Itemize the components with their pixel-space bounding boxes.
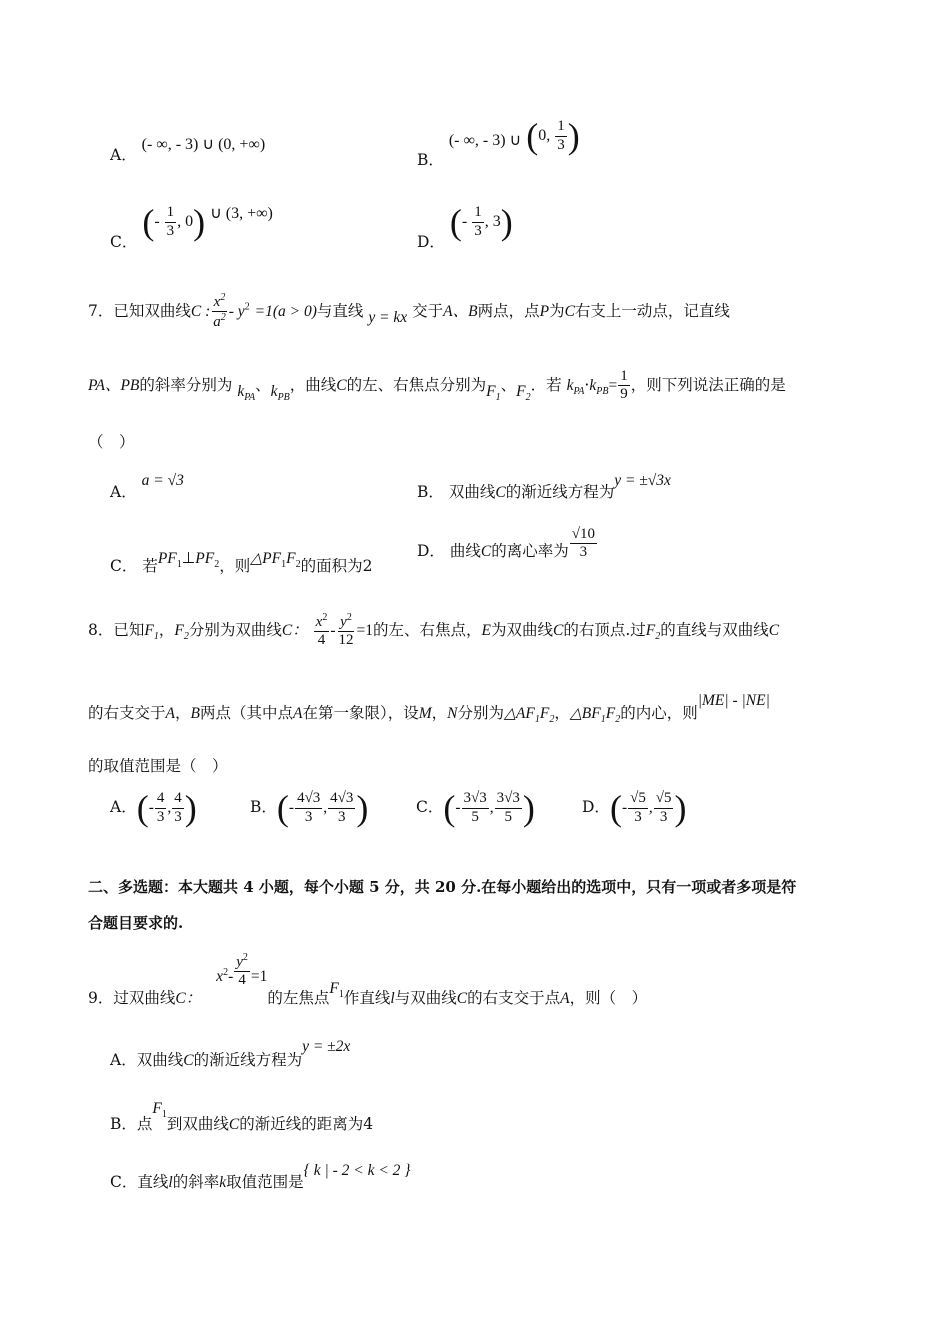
option-value: (- ∞, - 3) ∪ (0, +∞): [141, 136, 266, 153]
section-heading: 二、多选题：本大题共 4 小题，每个小题 5 分，共 20 分.在每小题给出的选项中，只有一项或者多项是符: [88, 878, 797, 896]
option-suffix: ∪ (3, +∞): [210, 205, 273, 222]
fraction-y2-4: $\frac{y^2}{4}$: [236, 952, 248, 989]
paren-left: (: [449, 202, 462, 242]
q7-option-c[interactable]: C． 若$PF_1\perp PF_2$，则$\triangle PF_1F_2$的面积为2: [110, 550, 373, 575]
fraction: $\frac{1}{3}$: [474, 204, 482, 239]
option-prefix: (- ∞, - 3) ∪: [448, 132, 522, 149]
q6-option-d[interactable]: [417, 202, 513, 251]
q9-stem: 9．过双曲线C： $x^2-$ $\frac{y^2}{4}$ =1的左焦点$F_1$作直线l与双曲线C的右支交于点A，则（ ）: [88, 952, 648, 1007]
q8-stem-line2: 的右支交于A，B两点（其中点A在第一象限），设M，N分别为$\triangle AF_1F_2$，$\triangle BF_1F_2$的内心，则|ME| - |NE|: [88, 692, 770, 726]
option-interval-left: 0,: [538, 127, 555, 144]
line-equation: y = kx: [368, 308, 408, 326]
q6-option-b[interactable]: [417, 116, 580, 169]
q7-option-b[interactable]: B． 双曲线C的渐近线方程为y = ±√3x: [417, 472, 671, 501]
fraction-eccentricity: $\frac{√10}{3}$: [571, 526, 595, 561]
asymptote-equation: y = ±√3x: [614, 472, 671, 489]
q8-option-b[interactable]: B．(- $\frac{4√3}{3}$ , $\frac{4√3}{3}$ ): [250, 788, 369, 828]
abs-expression: |ME| - |NE|: [697, 692, 770, 709]
option-after: , 3: [484, 213, 501, 230]
q7-answer-paren: （ ）: [88, 433, 135, 451]
option-equation: a = √3: [141, 472, 184, 489]
q7-option-a[interactable]: A． a = √3: [110, 472, 184, 501]
q9-option-c[interactable]: C．直线l的斜率k取值范围是{ k | - 2 < k < 2 }: [110, 1162, 411, 1191]
question-number: 8．: [88, 620, 114, 639]
q9-option-a[interactable]: A．双曲线C的渐近线方程为y = ±2x: [110, 1038, 351, 1069]
q6-option-a[interactable]: [110, 132, 266, 164]
set-expression: { k | - 2 < k < 2 }: [303, 1162, 411, 1179]
q8-option-a[interactable]: A．(- $\frac{4}{3}$ , $\frac{4}{3}$ ): [110, 788, 197, 828]
option-label: A．: [110, 146, 137, 164]
q8-stem-line1: 8．已知$F_1$，$F_2$分别为双曲线C： $\frac{x^2}{4}$ - $\frac{y^2}{12}$ =1的左、右焦点，E为双曲线C的右顶点.过$F_2$的直线与双曲线C: [88, 612, 780, 649]
paren-left: (: [526, 116, 539, 156]
fraction: $\frac{1}{3}$: [166, 204, 175, 239]
paren-right: ): [193, 202, 206, 242]
k-pb: $k_{PB}$: [270, 382, 290, 403]
option-label: C．: [110, 233, 138, 251]
paren-right: ): [500, 202, 513, 242]
q8-stem-line3: 的取值范围是（ ）: [88, 757, 228, 775]
q6-option-c[interactable]: [110, 202, 273, 251]
option-label: D．: [417, 233, 445, 251]
f2: $F_2$: [516, 382, 531, 403]
q8-option-c[interactable]: C．(- $\frac{3√3}{5}$ , $\frac{3√3}{5}$ ): [416, 788, 535, 828]
minus: -: [154, 213, 164, 230]
q9-option-b[interactable]: B．点$F_1$到双曲线C的渐近线的距离为4: [110, 1100, 374, 1133]
q7-stem-line2: PA、PB的斜率分别为 $k_{PA}$、$k_{PB}$，曲线C的左、右焦点分别为$F_1$、$F_2$．若 $k_{PA}\cdot k_{PB}=$ $\frac{1}{9}$ ，则下列说法正确的是: [88, 368, 786, 403]
fraction-x2-a2: $\frac{x^2}{a^2}$: [213, 292, 226, 331]
paren-left: (: [142, 202, 155, 242]
k-pa: $k_{PA}$: [237, 382, 256, 403]
paren-right: ): [567, 116, 580, 156]
option-after: , 0: [177, 213, 194, 230]
fraction: $\frac{1}{3}$: [557, 118, 565, 153]
q8-option-d[interactable]: D．(- $\frac{√5}{3}$ , $\frac{√5}{3}$ ): [582, 788, 687, 828]
fraction-y2-12: $\frac{y^2}{12}$: [338, 612, 354, 649]
q7-stem-line1: 7．已知双曲线C : $\frac{x^2}{a^2}$ - $y^2 =1(a > 0)$与直线 y = kx 交于A、B两点，点P为C右支上一动点，记直线: [88, 292, 730, 331]
question-number: 9．: [88, 988, 114, 1007]
minus: -: [461, 213, 472, 230]
asymptote-equation: y = ±2x: [302, 1038, 351, 1055]
f1: $F_1$: [486, 382, 501, 403]
question-number: 7．: [88, 301, 114, 320]
option-label: B．: [417, 151, 444, 169]
q7-option-d[interactable]: D． 曲线C的离心率为 $\frac{√10}{3}$: [417, 526, 595, 561]
fraction-x2-4: $\frac{x^2}{4}$: [315, 612, 328, 649]
section-heading-line2: 合题目要求的.: [88, 914, 184, 932]
fraction-one-ninth: $\frac{1}{9}$: [620, 368, 628, 403]
